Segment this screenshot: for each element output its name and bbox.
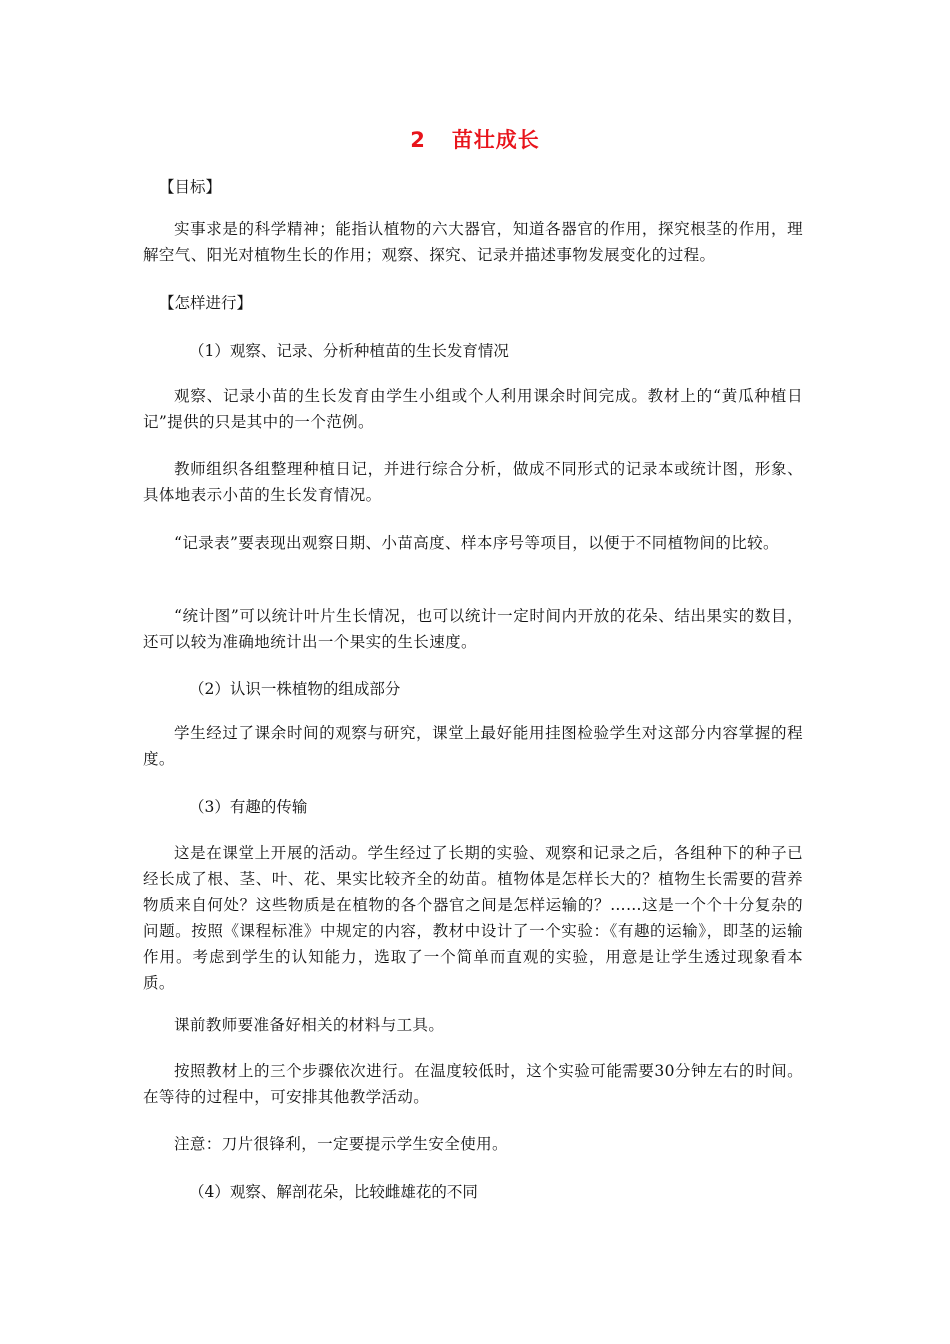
section-1-heading: （1）观察、记录、分析种植苗的生长发育情况 — [189, 342, 509, 360]
goal-heading: 【目标】 — [159, 178, 222, 196]
title-number: 2 — [410, 128, 426, 152]
title-text: 苗壮成长 — [451, 128, 540, 152]
section-1-paragraph-2: 教师组织各组整理种植日记，并进行综合分析，做成不同形式的记录本或统计图，形象、具体地表示小苗的生长发育情况。 — [143, 460, 803, 504]
section-1-paragraph-1: 观察、记录小苗的生长发育由学生小组或个人利用课余时间完成。教材上的“黄瓜种植日记”提供的只是其中的一个范例。 — [143, 387, 803, 431]
goal-paragraph: 实事求是的科学精神；能指认植物的六大器官，知道各器官的作用，探究根茎的作用，理解空气、阳光对植物生长的作用；观察、探究、记录并描述事物发展变化的过程。 — [143, 220, 803, 264]
section-4-heading: （4）观察、解剖花朵，比较雌雄花的不同 — [189, 1183, 478, 1201]
section-3-paragraph-3: 按照教材上的三个步骤依次进行。在温度较低时，这个实验可能需要30分钟左右的时间。在等待的过程中，可安排其他教学活动。 — [143, 1062, 803, 1106]
section-2-paragraph-1: 学生经过了课余时间的观察与研究，课堂上最好能用挂图检验学生对这部分内容掌握的程度。 — [143, 724, 803, 768]
section-3-heading: （3）有趣的传输 — [189, 798, 308, 816]
section-1-paragraph-3: “记录表”要表现出观察日期、小苗高度、样本序号等项目，以便于不同植物间的比较。 — [174, 534, 779, 552]
section-2-heading: （2）认识一株植物的组成部分 — [189, 680, 401, 698]
section-3-paragraph-2: 课前教师要准备好相关的材料与工具。 — [174, 1016, 445, 1034]
page-title — [0, 124, 950, 154]
section-3-paragraph-4: 注意：刀片很锋利，一定要提示学生安全使用。 — [174, 1135, 508, 1153]
how-heading: 【怎样进行】 — [159, 294, 253, 312]
section-1-paragraph-4: “统计图”可以统计叶片生长情况，也可以统计一定时间内开放的花朵、结出果实的数目，还可以较为准确地统计出一个果实的生长速度。 — [143, 607, 803, 651]
section-3-paragraph-1: 这是在课堂上开展的活动。学生经过了长期的实验、观察和记录之后，各组种下的种子已经长成了根、茎、叶、花、果实比较齐全的幼苗。植物体是怎样长大的？植物生长需要的营养物质来自何处？这些物质是在植物的各个器官之间是怎样运输的？……这是一个个十分复杂的问题。按照《课程标准》中规定的内容，教材中设计了一个实验：《有趣的运输》，即茎的运输作用。考虑到学生的认知能力，选取了一个简单而直观的实验，用意是让学生透过现象看本质。 — [143, 844, 803, 992]
